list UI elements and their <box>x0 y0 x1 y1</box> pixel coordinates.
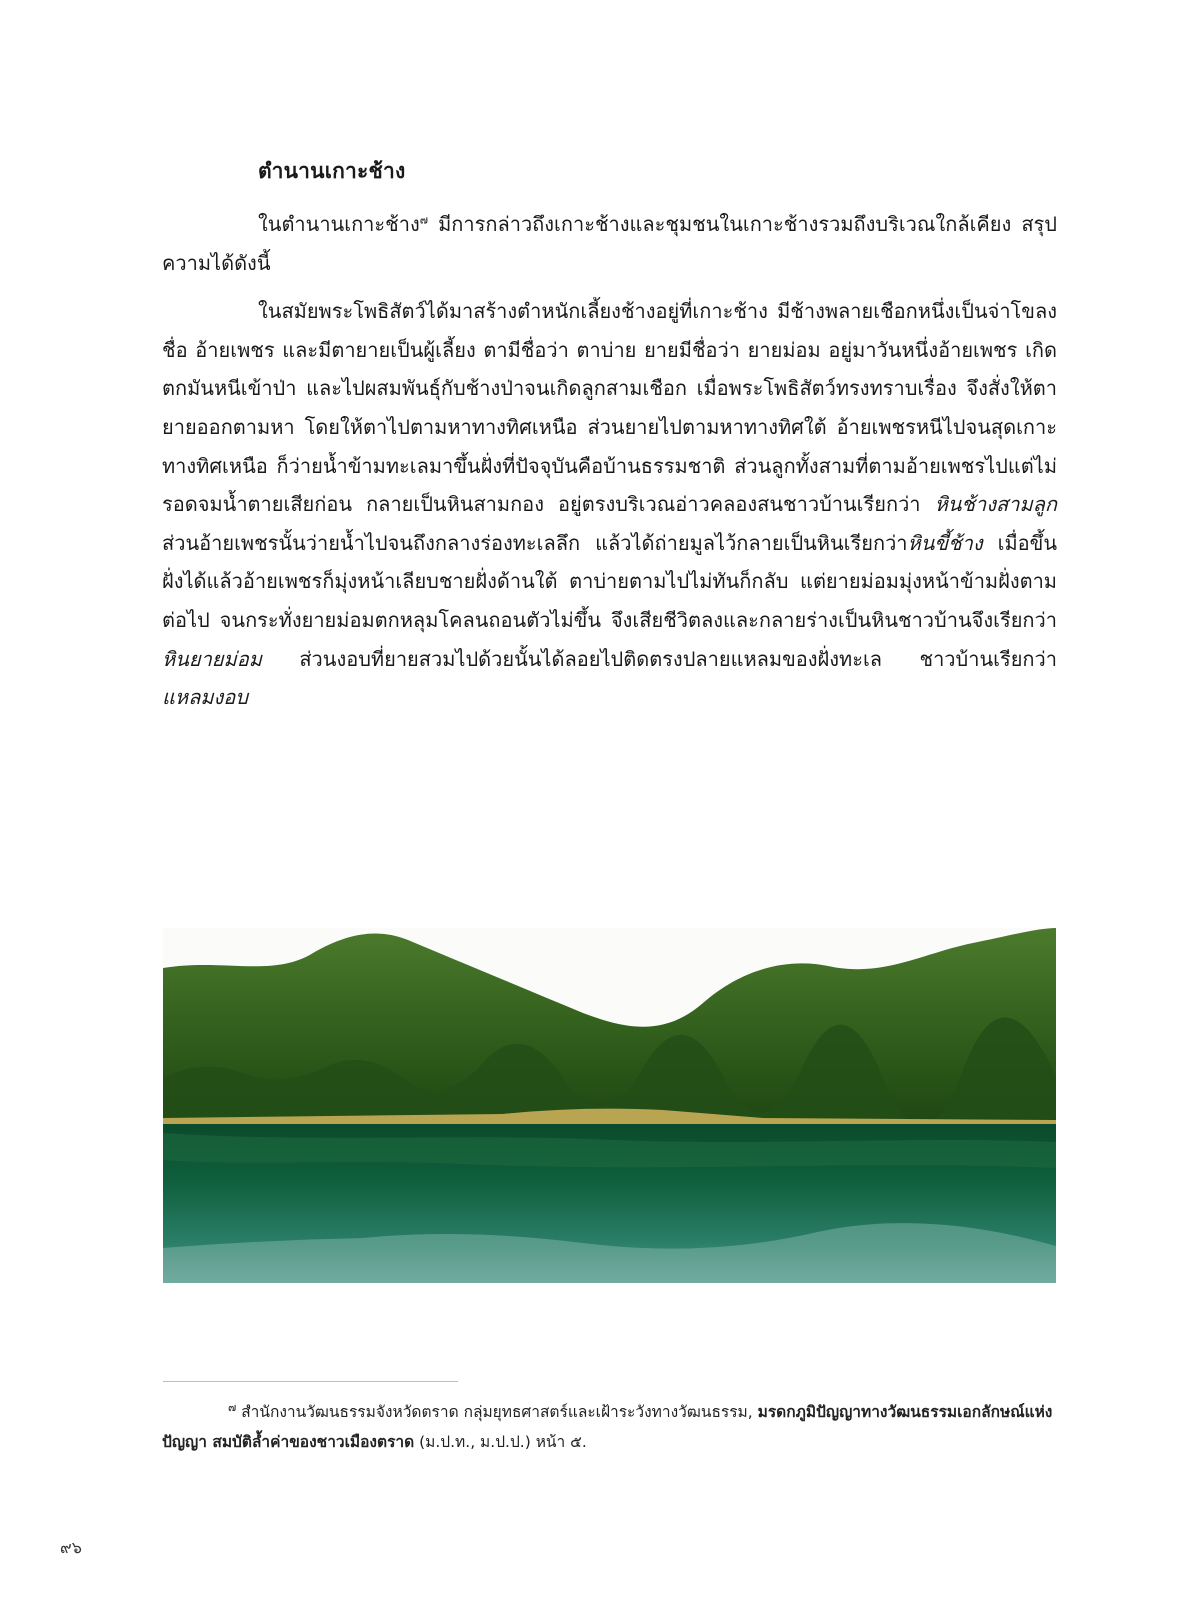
intro-text-before: ในตำนานเกาะช้าง <box>258 212 420 236</box>
place-name: แหลมงอบ <box>162 685 248 710</box>
story-paragraph <box>162 292 1057 717</box>
place-name: หินช้างสามลูก <box>934 492 1057 517</box>
footnote <box>162 1397 1057 1457</box>
place-name: หินขี้ช้าง <box>907 530 983 555</box>
intro-text-after: มีการกล่าวถึงเกาะช้างและชุมชนในเกาะช้างรวมถึงบริเวณใกล้เคียง สรุปความได้ดังนี้ <box>162 212 1057 275</box>
island-landscape-photo <box>163 928 1056 1283</box>
footnote-title: มรดกภูมิปัญญาทางวัฒนธรรมเอกลักษณ์แห่งปัญญา สมบัติล้ำค่าของชาวเมืองตราด <box>162 1403 1053 1451</box>
footnote-source: สำนักงานวัฒนธรรมจังหวัดตราด กลุ่มยุทธศาสตร์และเฝ้าระวังทางวัฒนธรรม, <box>236 1403 758 1421</box>
story-text: ส่วนอ้ายเพชรนั้นว่ายน้ำไปจนถึงกลางร่องทะเลลึก แล้วได้ถ่ายมูลไว้กลายเป็นหินเรียกว่า <box>162 530 908 555</box>
footnote-divider <box>163 1381 458 1382</box>
body-text <box>162 205 1057 727</box>
place-name: หินยายม่อม <box>162 646 262 671</box>
story-text: ส่วนงอบที่ยายสวมไปด้วยนั้นได้ลอยไปติดตรงปลายแหลมของฝั่งทะเล ชาวบ้านเรียกว่า <box>261 646 1057 671</box>
footnote-mark: ๗ <box>228 1400 237 1414</box>
footnote-paragraph <box>162 1397 1057 1457</box>
footnote-reference[interactable]: ๗ <box>419 213 428 227</box>
story-text: เมื่อขึ้นฝั่งได้แล้วอ้ายเพชรก็มุ่งหน้าเลียบชายฝั่งด้านใต้ ตาบ่ายตามไปไม่ทันก็กลับ แต่ยายม่อมมุ่งหน้าข้ามฝั่งตามต่อไป จนกระทั่งยายม่อมตกหลุมโคลนถอนตัวไม่ขึ้น จึงเสียชีวิตลงและกลายร่างเป็นหินชาวบ้านจึงเรียกว่า <box>162 530 1057 632</box>
footnote-details: (ม.ป.ท., ม.ป.ป.) หน้า ๕. <box>414 1433 587 1451</box>
section-heading: ตำนานเกาะช้าง <box>258 159 406 183</box>
page-number: ๙๖ <box>60 1538 82 1557</box>
story-text: ในสมัยพระโพธิสัตว์ได้มาสร้างตำหนักเลี้ยงช้างอยู่ที่เกาะช้าง มีช้างพลายเชือกหนึ่งเป็นจ่าโขลงชื่อ อ้ายเพชร และมีตายายเป็นผู้เลี้ยง ตามีชื่อว่า ตาบ่าย ยายมีชื่อว่า ยายม่อม อยู่มาวันหนึ่งอ้ายเพชร เกิดตกมันหนีเข้าป่า และไปผสมพันธุ์กับช้างป่าจนเกิดลูกสามเชือก เมื่อพระโพธิสัตว์ทรงทราบเรื่อง จึงสั่งให้ตายายออกตามหา โดยให้ตาไปตามหาทางทิศเหนือ ส่วนยายไปตามหาทางทิศใต้ อ้ายเพชรหนีไปจนสุดเกาะทางทิศเหนือ ก็ว่ายน้ำข้ามทะเลมาขึ้นฝั่งที่ปัจจุบันคือบ้านธรรมชาติ ส่วนลูกทั้งสามที่ตามอ้ายเพชรไปแต่ไม่รอดจมน้ำตายเสียก่อน กลายเป็นหินสามกอง อยู่ตรงบริเวณอ่าวคลองสนชาวบ้านเรียกว่า <box>162 299 1057 517</box>
intro-paragraph <box>162 205 1057 282</box>
